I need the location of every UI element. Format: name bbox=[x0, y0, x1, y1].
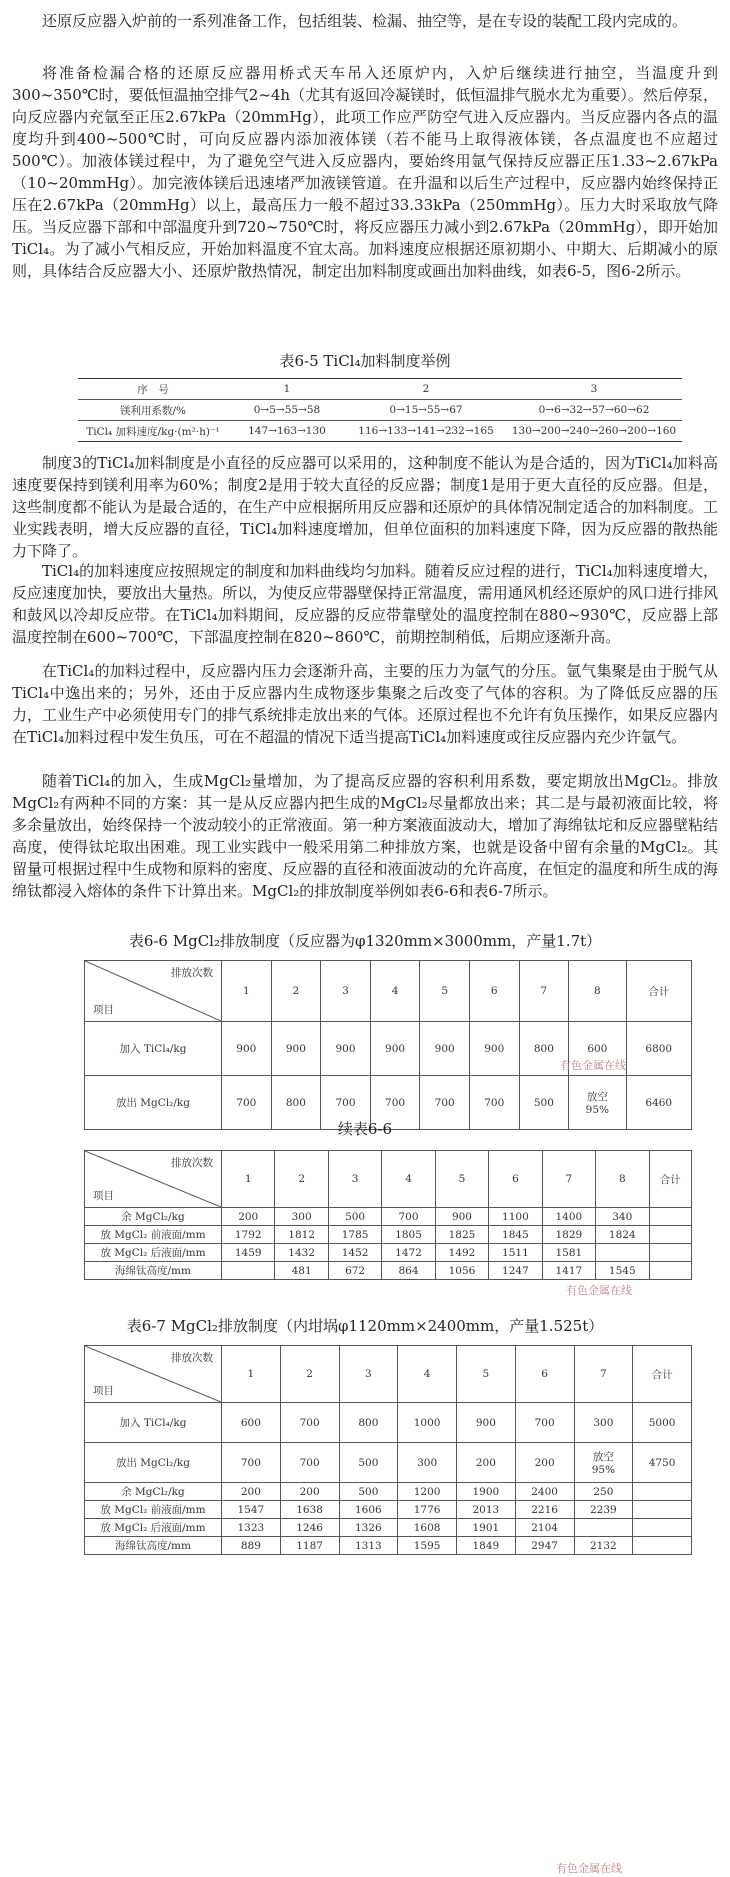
table-header-cell: 2 bbox=[271, 961, 321, 1022]
table-cell: 2104 bbox=[515, 1519, 574, 1537]
table-cell: 放空 95% bbox=[574, 1443, 633, 1483]
table-header-cell: 3 bbox=[339, 1346, 398, 1403]
table-row bbox=[85, 1483, 692, 1501]
table-6-5 bbox=[78, 378, 682, 442]
table-cell: 700 bbox=[280, 1403, 339, 1443]
table-cell: 1581 bbox=[542, 1244, 595, 1262]
row-label-cell: 余 MgCl₂/kg bbox=[85, 1208, 222, 1226]
corner-bottom-label: 项目 bbox=[93, 1004, 114, 1016]
watermark: 有色金属在线 bbox=[556, 1862, 622, 1875]
table-cell: 1511 bbox=[489, 1244, 542, 1262]
table-cell: 0→6→32→57→60→62 bbox=[506, 400, 682, 421]
row-label-cell: 加入 TiCl₄/kg bbox=[85, 1403, 222, 1443]
paragraph-2: 将准备检漏合格的还原反应器用桥式天车吊入还原炉内，入炉后继续进行抽空，当温度升到300~350℃时，要低恒温抽空排气2~4h（尤其有返回冷凝镁时，低恒温排气脱水尤为重要）。然后停泵，向反应器内充氩至正压2.67kPa（20mmHg），此项工作应严防空气进入反应器内。当反应器内各点的温度均升到400~500℃时，可向反应器内添加液体镁（若不能马上取得液体镁，各点温度也不应超过500℃）。加液体镁过程中，为了避免空气进入反应器内，要始终用氩气保持反应器正压1.33~2.67kPa（10~20mmHg）。加完液体镁后迅速堵严加液镁管道。在升温和以后生产过程中，反应器内始终保持正压在2.67kPa（20mmHg）以上，最高压力一般不超过33.33kPa（250mmHg）。压力大时采取放气降压。当反应器下部和中部温度升到720~750℃时，将反应器压力减小到2.67kPa（20mmHg），即开始加TiCl₄。为了减小气相反应，开始加料温度不宜太高。加料速度应根据还原初期小、中期大、后期减小的原则，具体结合反应器大小、还原炉散热情况，制定出加料制度或画出加料曲线，如表6-5，图6-2所示。 bbox=[12, 64, 718, 280]
table-header-cell: 5 bbox=[457, 1346, 516, 1403]
table-row bbox=[85, 1226, 692, 1244]
table-cell: 放空 95% bbox=[569, 1076, 626, 1130]
table-cell: 1246 bbox=[280, 1519, 339, 1537]
table-row bbox=[85, 1537, 692, 1555]
table-cell: 200 bbox=[222, 1483, 281, 1501]
table-cell: 700 bbox=[222, 1443, 281, 1483]
corner-bottom-label: 项目 bbox=[93, 1385, 114, 1397]
table-6-5-caption: 表6-5 TiCl₄加料制度举例 bbox=[279, 352, 451, 370]
table-cell: 900 bbox=[222, 1022, 272, 1076]
table-6-6-caption: 表6-6 MgCl₂排放制度（反应器为φ1320mm×3000mm，产量1.7t） bbox=[128, 932, 602, 950]
table-cell: 1432 bbox=[275, 1244, 328, 1262]
table-row bbox=[85, 1208, 692, 1226]
table-cell: 200 bbox=[515, 1443, 574, 1483]
row-label-cell: 海绵钛高度/mm bbox=[85, 1262, 222, 1280]
table-cell: 1400 bbox=[542, 1208, 595, 1226]
table-cell: 600 bbox=[569, 1022, 626, 1076]
table-cell: 1608 bbox=[398, 1519, 457, 1537]
table-header-cell: 合计 bbox=[649, 1151, 692, 1208]
table-6-6 bbox=[84, 960, 692, 1130]
table-header-row bbox=[85, 1151, 692, 1208]
table-cell bbox=[649, 1208, 692, 1226]
table-cell: 1459 bbox=[222, 1244, 275, 1262]
table-header-cell: 7 bbox=[519, 961, 569, 1022]
table-cell: 500 bbox=[339, 1443, 398, 1483]
table-row bbox=[85, 1443, 692, 1483]
table-cell: 900 bbox=[469, 1022, 519, 1076]
table-cell: 1056 bbox=[435, 1262, 488, 1280]
paragraph-6: 随着TiCl₄的加入，生成MgCl₂量增加，为了提高反应器的容积利用系数，要定期放出MgCl₂。排放MgCl₂有两种不同的方案：其一是从反应器内把生成的MgCl₂尽量都放出来；其二是与最初液面比较，将多余量放出，始终保持一个波动较小的正常液面。第一种方案液面波动大，增加了海绵钛坨和反应器壁粘结高度，使得钛坨取出困难。现工业实践中一般采用第二种排放方案，也就是设备中留有余量的MgCl₂。其留量可根据过程中生成物和原料的密度、反应器的直径和液面波动的允许高度，在恒定的温度和所生成的海绵钛都浸入熔体的条件下计算出来。MgCl₂的排放制度举例如表6-6和表6-7所示。 bbox=[12, 772, 718, 900]
table-cell: 889 bbox=[222, 1537, 281, 1555]
table-6-6-cont-caption: 续表6-6 bbox=[337, 1120, 393, 1138]
table-header-row bbox=[85, 961, 692, 1022]
table-cell: 700 bbox=[469, 1076, 519, 1130]
table-header-cell: 4 bbox=[370, 961, 420, 1022]
corner-top-label: 排放次数 bbox=[171, 1352, 213, 1364]
corner-top-label: 排放次数 bbox=[171, 1157, 213, 1169]
corner-top-label: 排放次数 bbox=[171, 967, 213, 979]
table-cell: 250 bbox=[574, 1483, 633, 1501]
table-cell: 1845 bbox=[489, 1226, 542, 1244]
row-label-cell: 放出 MgCl₂/kg bbox=[85, 1076, 222, 1130]
table-header-cell: 6 bbox=[489, 1151, 542, 1208]
table-cell: TiCl₄ 加料速度/kg·(m²·h)⁻¹ bbox=[78, 421, 228, 442]
table-cell: 2013 bbox=[457, 1501, 516, 1519]
table-header-cell: 6 bbox=[469, 961, 519, 1022]
table-header-cell: 3 bbox=[328, 1151, 381, 1208]
corner-bottom-label: 项目 bbox=[93, 1190, 114, 1202]
table-cell: 1792 bbox=[222, 1226, 275, 1244]
table-header-cell: 1 bbox=[222, 1151, 275, 1208]
table-cell: 1849 bbox=[457, 1537, 516, 1555]
table-cell: 1313 bbox=[339, 1537, 398, 1555]
table-cell: 900 bbox=[370, 1022, 420, 1076]
table-cell: 2132 bbox=[574, 1537, 633, 1555]
table-cell: 300 bbox=[275, 1208, 328, 1226]
table-cell: 1417 bbox=[542, 1262, 595, 1280]
table-header-cell: 8 bbox=[596, 1151, 649, 1208]
table-cell: 1452 bbox=[328, 1244, 381, 1262]
table-cell bbox=[633, 1537, 692, 1555]
table-cell: 1545 bbox=[596, 1262, 649, 1280]
table-cell: 700 bbox=[420, 1076, 470, 1130]
table-cell: 1805 bbox=[382, 1226, 435, 1244]
table-cell: 2216 bbox=[515, 1501, 574, 1519]
table-cell: 800 bbox=[339, 1403, 398, 1443]
table-cell: 700 bbox=[222, 1076, 272, 1130]
table-cell: 1323 bbox=[222, 1519, 281, 1537]
table-header-cell: 6 bbox=[515, 1346, 574, 1403]
table-cell: 900 bbox=[457, 1403, 516, 1443]
table-header-cell: 2 bbox=[346, 379, 506, 400]
table-cell: 481 bbox=[275, 1262, 328, 1280]
table-cell: 500 bbox=[339, 1483, 398, 1501]
table-corner-cell bbox=[85, 1346, 222, 1403]
watermark: 有色金属在线 bbox=[560, 1059, 626, 1072]
table-cell bbox=[633, 1501, 692, 1519]
watermark: 有色金属在线 bbox=[566, 1284, 632, 1297]
table-header-cell: 3 bbox=[506, 379, 682, 400]
table-row bbox=[85, 1403, 692, 1443]
row-label-cell: 放 MgCl₂ 后液面/mm bbox=[85, 1244, 222, 1262]
table-cell: 900 bbox=[321, 1022, 371, 1076]
table-header-cell: 5 bbox=[435, 1151, 488, 1208]
table-cell: 1595 bbox=[398, 1537, 457, 1555]
table-cell: 340 bbox=[596, 1208, 649, 1226]
table-cell: 1829 bbox=[542, 1226, 595, 1244]
row-label-cell: 放 MgCl₂ 前液面/mm bbox=[85, 1226, 222, 1244]
table-row bbox=[85, 1519, 692, 1537]
table-cell: 116→133→141→232→165 bbox=[346, 421, 506, 442]
table-cell: 1824 bbox=[596, 1226, 649, 1244]
table-cell: 1100 bbox=[489, 1208, 542, 1226]
table-cell: 2400 bbox=[515, 1483, 574, 1501]
table-cell bbox=[574, 1519, 633, 1537]
table-cell: 1472 bbox=[382, 1244, 435, 1262]
table-cell: 864 bbox=[382, 1262, 435, 1280]
paragraph-4: TiCl₄的加料速度应按照规定的制度和加料曲线均匀加料。随着反应过程的进行，TiCl₄加料速度增大，反应速度加快，要放出大量热。所以，为使反应带器壁保持正常温度，需用通风机经还原炉的风口进行排风和鼓风以冷却反应带。在TiCl₄加料期间，反应器的反应带靠壁处的温度控制在880~930℃，反应器上部温度控制在600~700℃，下部温度控制在820~860℃，前期控制稍低，后期应逐渐升高。 bbox=[12, 562, 718, 646]
table-cell bbox=[649, 1244, 692, 1262]
table-cell: 500 bbox=[519, 1076, 569, 1130]
table-cell: 300 bbox=[574, 1403, 633, 1443]
paragraph-1: 还原反应器入炉前的一系列准备工作，包括组装、检漏、抽空等，是在专设的装配工段内完成的。 bbox=[42, 12, 688, 30]
table-row bbox=[78, 421, 682, 442]
table-cell: 200 bbox=[280, 1483, 339, 1501]
table-cell: 800 bbox=[519, 1022, 569, 1076]
table-header-cell: 合计 bbox=[633, 1346, 692, 1403]
table-cell: 700 bbox=[515, 1403, 574, 1443]
table-cell: 1547 bbox=[222, 1501, 281, 1519]
table-cell: 200 bbox=[457, 1443, 516, 1483]
table-cell: 500 bbox=[328, 1208, 381, 1226]
table-cell: 900 bbox=[435, 1208, 488, 1226]
table-cell: 1492 bbox=[435, 1244, 488, 1262]
table-cell: 1000 bbox=[398, 1403, 457, 1443]
row-label-cell: 放 MgCl₂ 前液面/mm bbox=[85, 1501, 222, 1519]
table-cell: 6800 bbox=[626, 1022, 691, 1076]
paragraph-3: 制度3的TiCl₄加料制度是小直径的反应器可以采用的，这种制度不能认为是合适的，因为TiCl₄加料高速度要保持到镁利用率为60%；制度2是用于较大直径的反应器；制度1是用于更大直径的反应器。但是，这些制度都不能认为是最合适的，在生产中应根据所用反应器和还原炉的具体情况制定适合的加料制度。工业实践表明，增大反应器的直径，TiCl₄加料速度增加，但单位面积的加料速度下降，因为反应器的散热能力下降了。 bbox=[12, 454, 718, 560]
table-cell: 900 bbox=[420, 1022, 470, 1076]
table-cell: 900 bbox=[271, 1022, 321, 1076]
table-cell: 0→15→55→67 bbox=[346, 400, 506, 421]
row-label-cell: 海绵钛高度/mm bbox=[85, 1537, 222, 1555]
table-cell: 700 bbox=[370, 1076, 420, 1130]
table-cell: 1776 bbox=[398, 1501, 457, 1519]
table-header-row bbox=[85, 1346, 692, 1403]
table-cell bbox=[649, 1226, 692, 1244]
table-header-cell: 7 bbox=[574, 1346, 633, 1403]
table-6-6-cont bbox=[84, 1150, 692, 1280]
table-cell: 4750 bbox=[633, 1443, 692, 1483]
table-cell: 0→5→55→58 bbox=[228, 400, 346, 421]
table-corner-cell bbox=[85, 961, 222, 1022]
table-header-cell: 4 bbox=[398, 1346, 457, 1403]
table-row bbox=[85, 1501, 692, 1519]
table-header-cell: 7 bbox=[542, 1151, 595, 1208]
row-label-cell: 加入 TiCl₄/kg bbox=[85, 1022, 222, 1076]
table-cell: 1900 bbox=[457, 1483, 516, 1501]
table-cell: 1247 bbox=[489, 1262, 542, 1280]
table-cell: 镁利用系数/% bbox=[78, 400, 228, 421]
table-6-7 bbox=[84, 1345, 692, 1555]
table-cell: 1187 bbox=[280, 1537, 339, 1555]
table-cell: 2239 bbox=[574, 1501, 633, 1519]
table-header-cell: 合计 bbox=[626, 961, 691, 1022]
table-cell: 200 bbox=[222, 1208, 275, 1226]
table-6-7-caption: 表6-7 MgCl₂排放制度（内坩埚φ1120mm×2400mm，产量1.525t） bbox=[126, 1317, 604, 1335]
table-cell: 5000 bbox=[633, 1403, 692, 1443]
table-cell: 672 bbox=[328, 1262, 381, 1280]
table-header-cell: 5 bbox=[420, 961, 470, 1022]
table-cell: 600 bbox=[222, 1403, 281, 1443]
paragraph-5: 在TiCl₄的加料过程中，反应器内压力会逐渐升高，主要的压力为氩气的分压。氩气集聚是由于脱气从TiCl₄中逸出来的；另外，还由于反应器内生成物逐步集聚之后改变了气体的容积。为了降低反应器的压力，工业生产中必须使用专门的排气系统排走放出来的气体。还原过程也不允许有负压操作，如果反应器内在TiCl₄加料过程中发生负压，可在不超温的情况下适当提高TiCl₄加料速度或往反应器内充少许氩气。 bbox=[12, 662, 718, 746]
table-cell bbox=[633, 1519, 692, 1537]
table-cell: 2947 bbox=[515, 1537, 574, 1555]
table-header-cell: 2 bbox=[280, 1346, 339, 1403]
table-cell: 1200 bbox=[398, 1483, 457, 1501]
table-cell: 1812 bbox=[275, 1226, 328, 1244]
table-cell bbox=[633, 1483, 692, 1501]
table-corner-cell bbox=[85, 1151, 222, 1208]
table-header-row bbox=[78, 379, 682, 400]
table-cell: 1825 bbox=[435, 1226, 488, 1244]
table-row bbox=[78, 400, 682, 421]
table-cell: 1638 bbox=[280, 1501, 339, 1519]
table-cell: 800 bbox=[271, 1076, 321, 1130]
table-cell: 130→200→240→260→200→160 bbox=[506, 421, 682, 442]
table-cell bbox=[649, 1262, 692, 1280]
table-cell: 147→163→130 bbox=[228, 421, 346, 442]
table-header-cell: 1 bbox=[222, 1346, 281, 1403]
table-header-cell: 2 bbox=[275, 1151, 328, 1208]
table-header-cell: 1 bbox=[222, 961, 272, 1022]
table-cell: 700 bbox=[280, 1443, 339, 1483]
table-cell: 6460 bbox=[626, 1076, 691, 1130]
table-header-cell: 4 bbox=[382, 1151, 435, 1208]
table-header-cell: 3 bbox=[321, 961, 371, 1022]
table-cell bbox=[222, 1262, 275, 1280]
table-cell: 1606 bbox=[339, 1501, 398, 1519]
table-cell: 1326 bbox=[339, 1519, 398, 1537]
table-cell: 1785 bbox=[328, 1226, 381, 1244]
table-cell bbox=[596, 1244, 649, 1262]
row-label-cell: 放出 MgCl₂/kg bbox=[85, 1443, 222, 1483]
table-header-cell: 1 bbox=[228, 379, 346, 400]
table-cell: 1901 bbox=[457, 1519, 516, 1537]
table-header-cell: 8 bbox=[569, 961, 626, 1022]
row-label-cell: 放 MgCl₂ 后液面/mm bbox=[85, 1519, 222, 1537]
table-row bbox=[85, 1244, 692, 1262]
table-cell: 300 bbox=[398, 1443, 457, 1483]
row-label-cell: 余 MgCl₂/kg bbox=[85, 1483, 222, 1501]
table-cell: 700 bbox=[382, 1208, 435, 1226]
table-header-cell: 序 号 bbox=[78, 379, 228, 400]
table-row bbox=[85, 1262, 692, 1280]
table-cell: 700 bbox=[321, 1076, 371, 1130]
